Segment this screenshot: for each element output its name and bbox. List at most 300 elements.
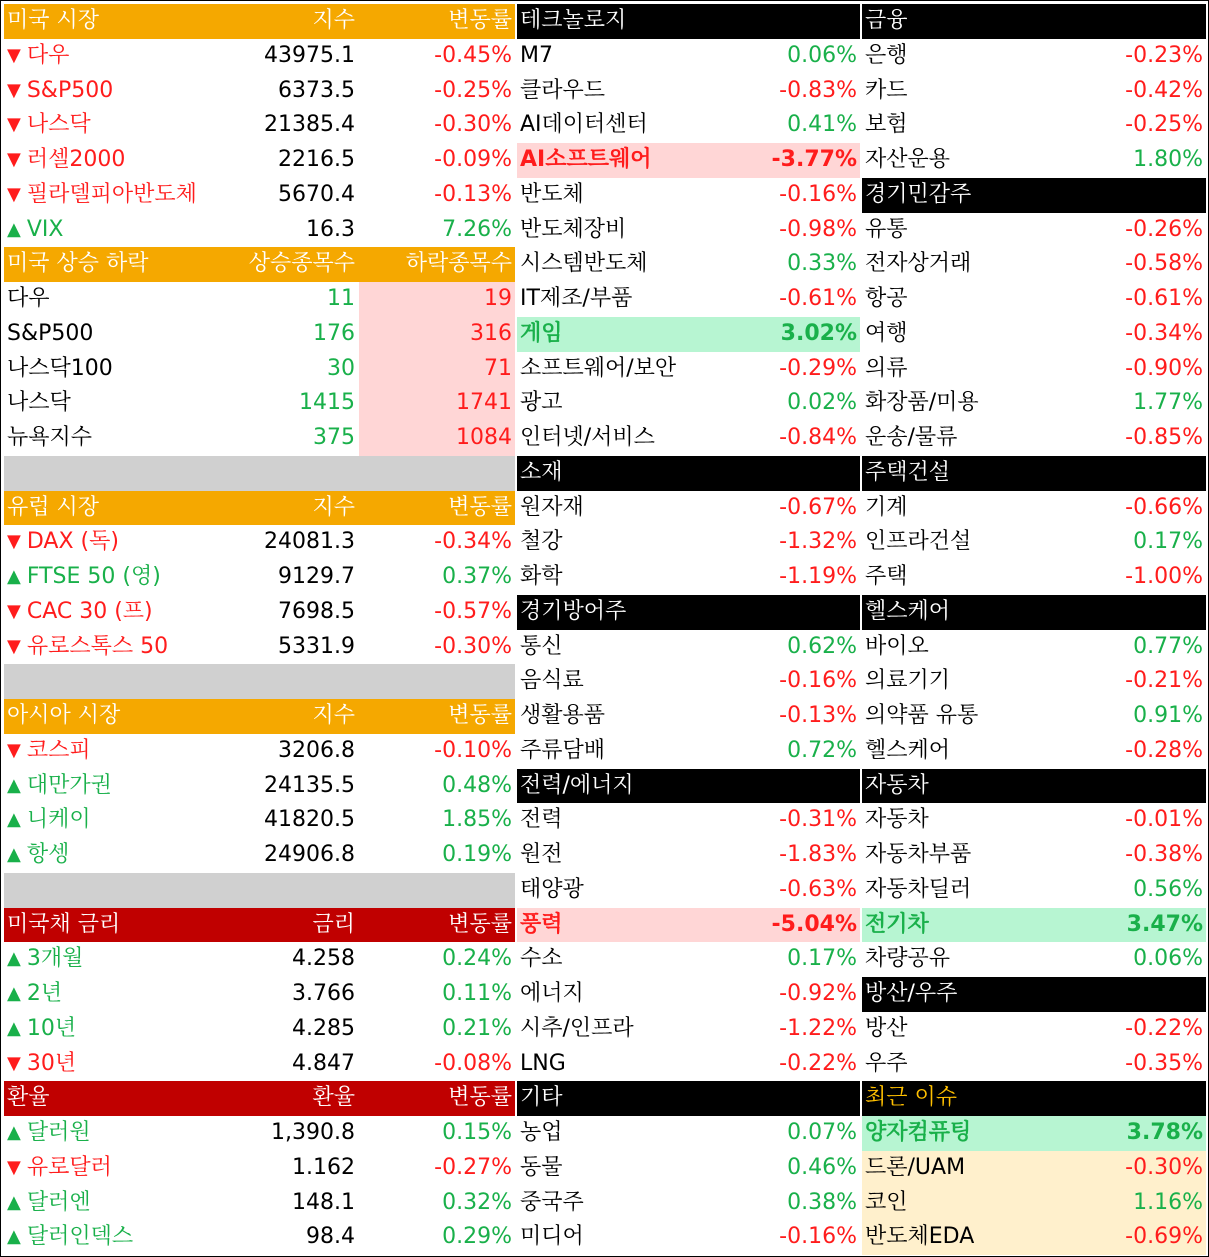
quote-name-text: 달러인덱스 <box>26 1224 134 1250</box>
quote-change: -0.13% <box>434 181 512 207</box>
sector-item-name: 게임 <box>520 320 563 346</box>
quote-value: 1,390.8 <box>271 1120 355 1145</box>
quote-row <box>4 1220 515 1255</box>
quote-change: -0.09% <box>434 147 512 172</box>
quote-name-text: 다우 <box>26 42 70 68</box>
quote-name-text: FTSE 50 (영) <box>26 564 161 589</box>
down-triangle-icon: ▼ <box>7 1156 21 1178</box>
quote-name-text: 30년 <box>26 1050 77 1076</box>
up-triangle-icon: ▲ <box>7 1122 21 1143</box>
sector-item <box>517 1047 860 1082</box>
sector-item-name: 바이오 <box>865 633 929 659</box>
quote-value: 3.766 <box>292 981 355 1006</box>
quote-name <box>4 942 209 977</box>
sector-item-change: 1.16% <box>1133 1189 1203 1215</box>
sector-item <box>517 247 860 282</box>
sector-title: 방산/우주 <box>865 981 958 1006</box>
quote-value: 5331.9 <box>278 633 355 659</box>
sector-item-change: 0.41% <box>787 112 857 138</box>
quote-change: 7.26% <box>442 216 512 242</box>
sector-item <box>517 908 860 943</box>
quote-row <box>4 630 515 665</box>
sector-item-name: 의약품 유통 <box>865 703 979 728</box>
sector-item <box>862 1220 1206 1255</box>
sector-item <box>517 1220 860 1255</box>
sector-item-name: 화학 <box>520 564 563 589</box>
sector-item <box>862 1047 1206 1082</box>
header-label: 미국 시장 <box>7 8 100 33</box>
quote-name <box>4 39 209 74</box>
quote-name-text: 2년 <box>26 981 63 1006</box>
sector-item-name: 시스템반도체 <box>520 251 648 277</box>
sector-item-change: -1.22% <box>779 1015 857 1041</box>
quote-name-text: S&P500 <box>26 77 114 103</box>
sector-item-change: -1.19% <box>779 564 857 589</box>
sector-item <box>862 317 1206 352</box>
sector-item-change: -0.22% <box>1125 1015 1203 1041</box>
sector-item-change: 0.17% <box>787 946 857 972</box>
advancers-count: 11 <box>327 286 355 311</box>
quote-value: 24135.5 <box>264 772 355 798</box>
down-triangle-icon: ▼ <box>7 79 21 101</box>
decliners-count: 19 <box>359 282 515 317</box>
quote-row <box>4 1047 515 1082</box>
sector-item <box>862 386 1206 421</box>
decliners-count: 71 <box>359 352 515 387</box>
sector-item-name: 전기차 <box>865 911 929 937</box>
sector-item-change: -0.13% <box>779 703 857 728</box>
quote-value: 9129.7 <box>278 564 355 589</box>
quote-value: 3206.8 <box>278 737 355 763</box>
sector-item <box>517 1116 860 1151</box>
breadth-name: S&P500 <box>7 320 94 346</box>
sector-item <box>862 352 1206 387</box>
sector-item <box>862 560 1206 595</box>
sector-item-change: 0.07% <box>787 1120 857 1145</box>
sector-item-name: 반도체장비 <box>520 216 627 242</box>
sector-item-change: 0.17% <box>1133 529 1203 555</box>
sector-item-change: -0.85% <box>1125 425 1203 450</box>
sector-item <box>517 178 860 213</box>
sector-item <box>517 803 860 838</box>
sector-item-change: 0.91% <box>1133 703 1203 728</box>
up-triangle-icon: ▲ <box>7 983 21 1004</box>
sector-item <box>862 282 1206 317</box>
sector-item-name: 드론/UAM <box>865 1154 966 1180</box>
sector-item-change: -0.90% <box>1125 355 1203 381</box>
sector-title: 전력/에너지 <box>520 772 634 798</box>
sector-item-change: -0.61% <box>1125 286 1203 311</box>
quote-row <box>4 1186 515 1221</box>
sector-item-change: -0.98% <box>779 216 857 242</box>
quote-change: -0.57% <box>434 598 512 624</box>
quote-row <box>4 143 515 178</box>
quote-name <box>4 108 209 143</box>
sector-item-name: 태양광 <box>520 876 584 902</box>
sector-item-name: 항공 <box>865 286 908 311</box>
quote-change: 0.24% <box>442 946 512 972</box>
sector-item-name: 통신 <box>520 633 563 659</box>
advancers-count: 1415 <box>299 390 355 416</box>
quote-name-text: 달러원 <box>26 1120 91 1145</box>
quote-row <box>4 525 515 560</box>
sector-item-change: -0.69% <box>1125 1224 1203 1250</box>
sector-column-middle <box>517 4 860 1255</box>
sector-item <box>517 213 860 248</box>
sector-header <box>862 4 1206 39</box>
quote-row <box>4 213 515 248</box>
quote-change: 0.37% <box>442 564 512 589</box>
sector-header <box>862 178 1206 213</box>
sector-item-change: -3.77% <box>771 147 857 172</box>
quote-value: 148.1 <box>292 1189 355 1215</box>
sector-item <box>517 39 860 74</box>
quote-name-text: 러셀2000 <box>26 147 126 172</box>
sector-item-name: 중국주 <box>520 1189 584 1215</box>
quote-name <box>4 178 209 213</box>
advancers-count: 30 <box>327 355 355 381</box>
sector-header <box>862 595 1206 630</box>
sector-item-change: 0.46% <box>787 1154 857 1180</box>
quote-change: 0.48% <box>442 772 512 798</box>
sector-item-name: 소프트웨어/보안 <box>520 355 677 381</box>
quote-name <box>4 1012 209 1047</box>
sector-header <box>862 456 1206 491</box>
quote-change: -0.10% <box>434 737 512 763</box>
asia_market-header <box>4 699 515 734</box>
section-spacer <box>4 873 515 908</box>
header-value-label: 금리 <box>312 911 355 937</box>
quote-change: -0.30% <box>434 112 512 138</box>
quote-name <box>4 1151 209 1186</box>
quote-row <box>4 769 515 804</box>
sector-item <box>862 143 1206 178</box>
quote-value: 24906.8 <box>264 842 355 867</box>
sector-item-name: 철강 <box>520 529 563 555</box>
fx-header <box>4 1081 515 1116</box>
quote-name-text: 필라델피아반도체 <box>26 181 197 207</box>
sector-item-change: -0.38% <box>1125 842 1203 867</box>
sector-item-change: -0.83% <box>779 77 857 103</box>
sector-title: 경기민감주 <box>865 181 972 207</box>
sector-item-name: 자동차딜러 <box>865 876 972 902</box>
sector-header <box>862 1081 1206 1116</box>
quote-change: -0.34% <box>434 529 512 555</box>
quote-name <box>4 595 209 630</box>
quote-name <box>4 213 209 248</box>
breadth-row <box>4 317 515 352</box>
sector-item-name: 수소 <box>520 946 563 972</box>
sector-item-name: 보험 <box>865 112 908 138</box>
section-spacer <box>4 456 515 491</box>
sector-item <box>862 664 1206 699</box>
sector-item-change: -0.58% <box>1125 251 1203 277</box>
up-triangle-icon: ▲ <box>7 1226 21 1248</box>
sector-title: 경기방어주 <box>520 598 627 624</box>
breadth-name: 다우 <box>7 286 50 311</box>
sector-item-name: 자동차 <box>865 807 929 833</box>
quote-row <box>4 977 515 1012</box>
header-label: 아시아 시장 <box>7 703 121 728</box>
up-triangle-icon: ▲ <box>7 809 21 831</box>
quote-row <box>4 560 515 595</box>
sector-item-change: -0.28% <box>1125 737 1203 763</box>
up-triangle-icon: ▲ <box>7 774 21 796</box>
quote-value: 4.847 <box>292 1050 355 1076</box>
sector-item-change: 0.06% <box>787 42 857 68</box>
sector-item <box>517 282 860 317</box>
sector-item <box>517 386 860 421</box>
sector-item-name: 클라우드 <box>520 77 606 103</box>
sector-item-change: -0.84% <box>779 425 857 450</box>
quote-name-text: 유로스톡스 50 <box>26 633 169 659</box>
quote-row <box>4 178 515 213</box>
header-value-label: 지수 <box>312 703 355 728</box>
sector-item-change: -0.42% <box>1125 77 1203 103</box>
sector-item-change: -0.30% <box>1125 1154 1203 1180</box>
quote-name-text: DAX (독) <box>26 529 119 555</box>
sector-item <box>862 1186 1206 1221</box>
sector-item-name: 음식료 <box>520 668 584 694</box>
sector-header <box>517 4 860 39</box>
sector-item-change: -0.35% <box>1125 1050 1203 1076</box>
sector-item-change: 0.06% <box>1133 946 1203 972</box>
sector-item-name: 의료기기 <box>865 668 951 694</box>
quote-value: 24081.3 <box>264 529 355 555</box>
sector-item-name: 기계 <box>865 494 908 520</box>
header-label: 미국 상승 하락 <box>7 251 149 277</box>
decliners-count: 1084 <box>359 421 515 456</box>
sector-item-name: 화장품/미용 <box>865 390 979 416</box>
sector-item <box>862 74 1206 109</box>
sector-item-change: 3.02% <box>780 320 857 346</box>
sector-item <box>517 352 860 387</box>
down-triangle-icon: ▼ <box>7 1052 21 1074</box>
sector-item-change: -5.04% <box>771 911 857 937</box>
quote-name <box>4 560 209 595</box>
sector-item-change: -1.32% <box>779 529 857 555</box>
sector-item-name: 풍력 <box>520 911 563 937</box>
sector-title: 기타 <box>520 1085 563 1111</box>
sector-item <box>517 699 860 734</box>
sector-item-name: 양자컴퓨팅 <box>865 1120 972 1145</box>
breadth-row <box>4 421 515 456</box>
sector-item-name: 원전 <box>520 842 563 867</box>
quote-value: 16.3 <box>306 216 355 242</box>
quote-change: 1.85% <box>442 807 512 833</box>
sector-item <box>517 491 860 526</box>
advancers-count: 375 <box>313 425 355 450</box>
quote-row <box>4 108 515 143</box>
sector-item-change: -0.29% <box>779 355 857 381</box>
quote-value: 98.4 <box>306 1224 355 1250</box>
quote-row <box>4 734 515 769</box>
sector-item-name: AI데이터센터 <box>520 112 648 138</box>
sector-item-name: 유통 <box>865 216 908 242</box>
quote-name <box>4 630 209 665</box>
quote-name <box>4 143 209 178</box>
quote-value: 43975.1 <box>264 42 355 68</box>
sector-item-change: -0.61% <box>779 286 857 311</box>
sector-item-change: 0.02% <box>787 390 857 416</box>
sector-item <box>862 108 1206 143</box>
quote-name-text: 달러엔 <box>26 1189 91 1215</box>
quote-change: -0.45% <box>434 42 512 68</box>
up-triangle-icon: ▲ <box>7 1191 21 1213</box>
up-triangle-icon: ▲ <box>7 566 21 587</box>
down-triangle-icon: ▼ <box>7 114 21 136</box>
sector-item-change: -0.21% <box>1125 668 1203 694</box>
sector-item <box>517 1186 860 1221</box>
quote-row <box>4 838 515 873</box>
quote-name-text: CAC 30 (프) <box>26 598 153 624</box>
sector-item-name: 코인 <box>865 1189 908 1215</box>
sector-item <box>862 525 1206 560</box>
sector-item <box>862 247 1206 282</box>
header-value-label: 상승종목수 <box>248 251 355 277</box>
down-triangle-icon: ▼ <box>7 44 21 66</box>
quote-name <box>4 74 209 109</box>
sector-item-name: 생활용품 <box>520 703 606 728</box>
quote-name-text: 항셍 <box>26 842 70 867</box>
down-triangle-icon: ▼ <box>7 635 21 657</box>
sector-item-change: -0.16% <box>779 181 857 207</box>
sector-item-name: 의류 <box>865 355 908 381</box>
sector-item <box>862 838 1206 873</box>
sector-item-change: -0.01% <box>1125 807 1203 833</box>
header-change-label: 변동률 <box>448 1085 512 1111</box>
sector-title: 주택건설 <box>865 459 951 485</box>
quote-change: 0.15% <box>442 1120 512 1145</box>
quote-change: -0.08% <box>434 1050 512 1076</box>
sector-item-change: 0.72% <box>787 737 857 763</box>
quote-value: 1.162 <box>292 1154 355 1180</box>
sector-item-change: -0.23% <box>1125 42 1203 68</box>
sector-item-change: 3.78% <box>1126 1120 1203 1145</box>
sector-item <box>862 942 1206 977</box>
quote-name <box>4 1220 209 1255</box>
header-value-label: 환율 <box>312 1085 355 1111</box>
sector-item-change: 0.62% <box>787 633 857 659</box>
down-triangle-icon: ▼ <box>7 183 21 205</box>
us_breadth-header <box>4 247 515 282</box>
us_market-header <box>4 4 515 39</box>
sector-item-name: 광고 <box>520 390 563 416</box>
sector-item <box>862 1151 1206 1186</box>
up-triangle-icon: ▲ <box>7 948 21 970</box>
sector-item-name: 카드 <box>865 77 908 103</box>
sector-column-right <box>862 4 1206 1255</box>
sector-item-name: 농업 <box>520 1120 563 1145</box>
up-triangle-icon: ▲ <box>7 1017 21 1039</box>
header-label: 미국채 금리 <box>7 911 121 937</box>
sector-title: 최근 이슈 <box>865 1085 958 1111</box>
quote-name <box>4 1186 209 1221</box>
quote-change: -0.27% <box>434 1154 512 1180</box>
sector-item-name: 반도체EDA <box>865 1224 975 1250</box>
sector-header <box>517 595 860 630</box>
quote-name-text: VIX <box>26 216 64 242</box>
quote-change: -0.30% <box>434 633 512 659</box>
sector-header <box>517 769 860 804</box>
header-label: 유럽 시장 <box>7 494 100 520</box>
sector-item <box>517 873 860 908</box>
quote-name <box>4 525 209 560</box>
sector-item-name: M7 <box>520 42 553 68</box>
sector-item <box>517 525 860 560</box>
sector-item-name: 주류담배 <box>520 737 606 763</box>
sector-item <box>862 734 1206 769</box>
header-value-label: 지수 <box>312 494 355 520</box>
quote-name <box>4 1047 209 1082</box>
sector-item-change: -0.16% <box>779 668 857 694</box>
header-change-label: 변동률 <box>448 703 512 728</box>
advancers-count: 176 <box>313 320 355 346</box>
quote-name-text: 3개월 <box>26 946 84 972</box>
quote-value: 6373.5 <box>278 77 355 103</box>
sector-item-change: -1.83% <box>779 842 857 867</box>
sector-item-change: 0.77% <box>1133 633 1203 659</box>
sector-item <box>517 108 860 143</box>
quote-change: 0.32% <box>442 1189 512 1215</box>
header-change-label: 변동률 <box>448 494 512 520</box>
quote-change: -0.25% <box>434 77 512 103</box>
sector-item-change: -0.22% <box>779 1050 857 1076</box>
quote-name-text: 나스닥 <box>26 112 91 138</box>
sector-item-change: -1.00% <box>1125 564 1203 589</box>
eu_market-header <box>4 491 515 526</box>
sector-item-change: -0.16% <box>779 1224 857 1250</box>
sector-item <box>862 873 1206 908</box>
sector-item-change: -0.92% <box>779 981 857 1006</box>
quote-value: 41820.5 <box>264 807 355 833</box>
sector-item-change: 0.38% <box>787 1189 857 1215</box>
sector-item-name: AI소프트웨어 <box>520 147 652 172</box>
market-indices-column <box>4 4 515 1255</box>
quote-change: 0.29% <box>442 1224 512 1250</box>
sector-item <box>517 942 860 977</box>
us_bonds-header <box>4 908 515 943</box>
quote-row <box>4 942 515 977</box>
quote-name <box>4 1116 209 1151</box>
sector-item-name: 여행 <box>865 320 908 346</box>
quote-value: 5670.4 <box>278 181 355 207</box>
quote-name <box>4 977 209 1012</box>
sector-item-change: -0.26% <box>1125 216 1203 242</box>
down-triangle-icon: ▼ <box>7 600 21 622</box>
breadth-name: 나스닥 <box>7 390 71 416</box>
sector-item-name: 은행 <box>865 42 908 68</box>
quote-row <box>4 803 515 838</box>
sector-item-name: 인터넷/서비스 <box>520 425 655 450</box>
quote-name <box>4 838 209 873</box>
quote-name-text: 대만가권 <box>26 772 112 798</box>
sector-item <box>862 1116 1206 1151</box>
sector-item-change: 0.56% <box>1133 876 1203 902</box>
sector-item <box>862 421 1206 456</box>
sector-item <box>862 1012 1206 1047</box>
sector-item <box>862 908 1206 943</box>
quote-value: 2216.5 <box>278 147 355 172</box>
sector-item-name: 우주 <box>865 1050 908 1076</box>
sector-item-name: 미디어 <box>520 1224 584 1250</box>
sector-header <box>517 456 860 491</box>
quote-row <box>4 39 515 74</box>
sector-item-change: -0.67% <box>779 494 857 520</box>
sector-item-change: -0.25% <box>1125 112 1203 138</box>
sector-header <box>862 977 1206 1012</box>
sector-item-name: 방산 <box>865 1015 908 1041</box>
